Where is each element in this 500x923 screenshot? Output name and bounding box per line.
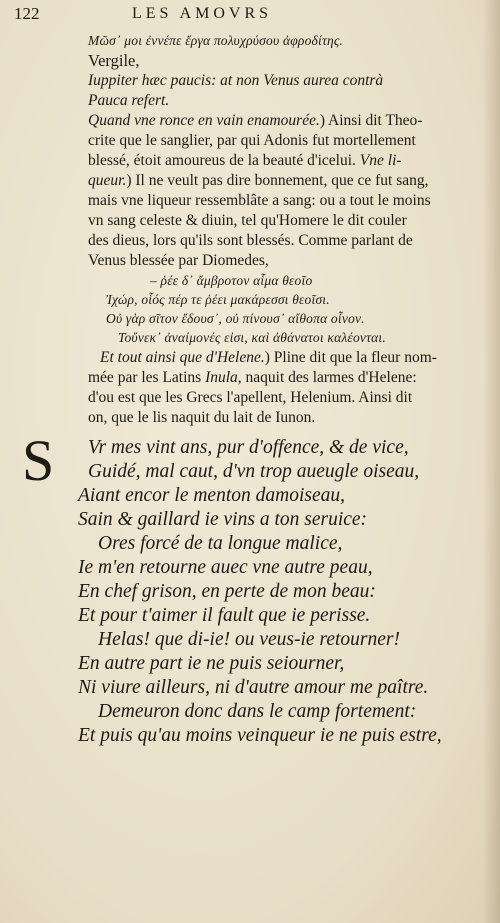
latin-quote-line-1: Iuppiter hæc paucis: at non Venus aurea contrà	[88, 72, 384, 89]
commentary-text: , naquit des larmes d'Helene:	[237, 369, 417, 386]
page-gutter-shadow	[482, 0, 500, 923]
page-header	[14, 4, 414, 26]
commentary-text: ) Pline dit que la fleur nom-	[264, 349, 437, 366]
verse-line: Ores forcé de ta longue malice,	[98, 533, 343, 554]
greek-quote-line: – ῥέε δ᾽ ἄμβροτον αἷμα θεοῖο	[150, 273, 313, 288]
verse-line: Sain & gaillard ie vins a ton seruice:	[78, 509, 368, 530]
lemma: Vne li-	[355, 152, 402, 169]
commentary-line: Venus blessée par Diomedes,	[88, 252, 269, 269]
verse-line: En chef grison, en perte de mon beau:	[78, 581, 376, 602]
verse-line: Ie m'en retourne auec vne autre peau,	[78, 557, 373, 578]
commentary-line: mais vne liqueur ressemblâte a sang: ou a tout le moins	[88, 192, 431, 209]
commentary-line	[100, 348, 437, 368]
commentary-line	[88, 111, 422, 131]
latin-quote-line-2: Pauca refert.	[88, 92, 170, 109]
greek-epigraph: Μῶσ᾽ μοι ἐννέπε ἔργα πολυχρύσου ἀφροδίτης.	[88, 33, 344, 48]
verse-line: Ni viure ailleurs, ni d'autre amour me paître.	[78, 677, 429, 698]
page-number: 122	[14, 4, 40, 23]
verse-line: Aiant encor le menton damoiseau,	[78, 485, 345, 506]
commentary-text: mée par les Latins	[88, 369, 206, 386]
emphasis: Inula	[205, 369, 238, 386]
greek-quote-line: Ἰχώρ, οἷός πέρ τε ῥέει μακάρεσσι θεοῖσι.	[106, 292, 330, 307]
verse-line: Vr mes vint ans, pur d'offence, & de vice,	[88, 437, 409, 458]
lemma: queur.	[88, 172, 127, 189]
commentary-text: ) Ainsi dit Theo-	[319, 112, 423, 129]
greek-quote-line: Τοὔνεκ᾽ ἀναίμονές εἰσι, καὶ ἀθάνατοι καλέονται.	[118, 330, 386, 345]
commentary-line: crite que le sanglier, par qui Adonis fut mortellement	[88, 132, 416, 149]
verse-line: En autre part ie ne puis seiourner,	[78, 653, 345, 674]
greek-quote-line: Οὐ γὰρ σῖτον ἔδουσ᾽, οὐ πίνουσ᾽ αἴθοπα οἶνον.	[106, 311, 365, 326]
verse-line: Et pour t'aimer il fault que ie perisse.	[78, 605, 371, 626]
running-head: LES AMOVRS	[132, 5, 273, 22]
verse-line: Demeuron donc dans le camp fortement:	[98, 701, 417, 722]
drop-cap: S	[22, 428, 55, 493]
verse-line: Helas! que di-ie! ou veus-ie retourner!	[98, 629, 400, 650]
verse-line: Guidé, mal caut, d'vn trop aueugle oiseau,	[88, 461, 420, 482]
commentary-text: ) Il ne veult pas dire bonnement, que ce fut sang,	[126, 172, 429, 189]
commentary-line: on, que le lis naquit du lait de Iunon.	[88, 409, 316, 426]
commentary-text: blessé, étoit amoureus de la beauté d'icelui.	[88, 152, 356, 169]
commentary-line	[88, 151, 402, 171]
commentary-line	[88, 368, 417, 388]
lemma: Quand vne ronce en vain enamourée.	[88, 112, 320, 129]
commentary-line: des dieus, lors qu'ils sont blessés. Comme parlant de	[88, 232, 413, 249]
commentary-line	[88, 171, 428, 191]
commentary-line: d'ou est que les Grecs l'apellent, Helenium. Ainsi dit	[88, 389, 413, 406]
lemma: Et tout ainsi que d'Helene.	[100, 349, 265, 366]
commentary-line: vn sang celeste & diuin, tel qu'Homere le dit couler	[88, 212, 407, 229]
verse-line: Et puis qu'au moins veinqueur ie ne puis estre,	[78, 725, 442, 746]
vergile-label: Vergile,	[88, 51, 140, 70]
